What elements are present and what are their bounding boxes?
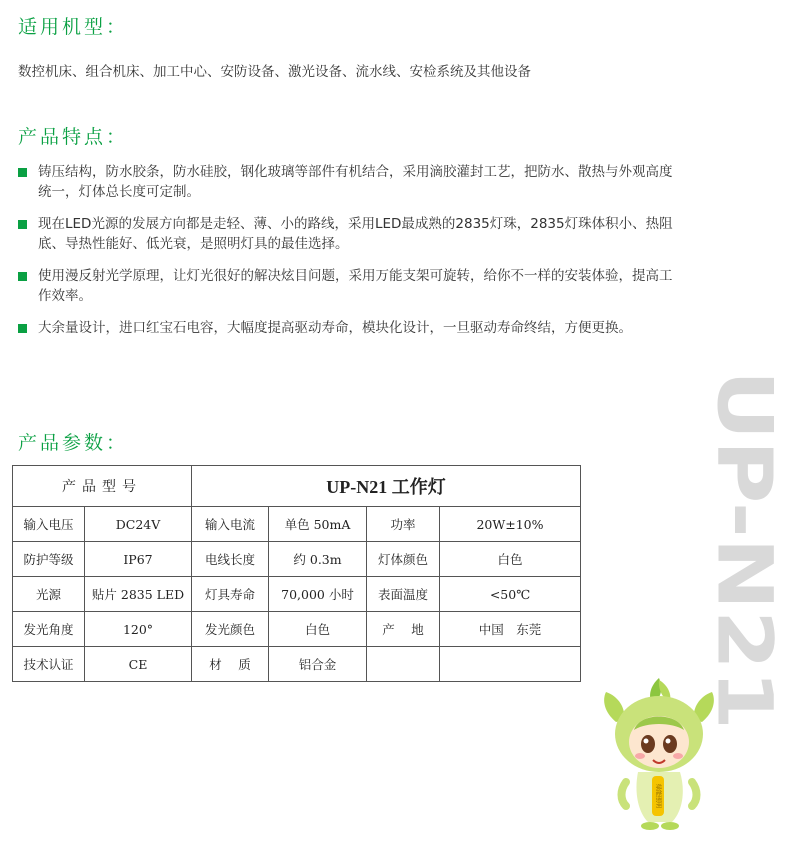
table-cell: 防护等级 bbox=[13, 542, 85, 577]
feature-text: 铸压结构，防水胶条，防水硅胶，钢化玻璃等部件有机结合，采用滴胶灌封工艺，把防水、散热与外观高度统一，灯体总长度可定制。 bbox=[38, 164, 673, 200]
feature-item bbox=[18, 318, 683, 338]
table-cell: 单色 50mA bbox=[269, 507, 367, 542]
table-cell: 电线长度 bbox=[192, 542, 269, 577]
table-cell: 发光角度 bbox=[13, 612, 85, 647]
applicable-models-text: 数控机床、组合机床、加工中心、安防设备、激光设备、流水线、安检系统及其他设备 bbox=[18, 64, 531, 80]
model-name-cell: UP-N21 工作灯 bbox=[192, 466, 581, 507]
table-cell: IP67 bbox=[85, 542, 192, 577]
features-list bbox=[18, 162, 683, 350]
feature-text: 大余量设计，进口红宝石电容，大幅度提高驱动寿命，模块化设计，一旦驱动寿命终结，方便更换。 bbox=[38, 320, 632, 336]
table-row bbox=[13, 466, 581, 507]
table-row bbox=[13, 612, 581, 647]
feature-item bbox=[18, 214, 683, 254]
square-bullet-icon bbox=[18, 220, 27, 229]
square-bullet-icon bbox=[18, 272, 27, 281]
side-title-text: UP-N21 bbox=[700, 370, 790, 687]
table-cell: 中国 东莞 bbox=[440, 612, 581, 647]
square-bullet-icon bbox=[18, 168, 27, 177]
table-cell: 光源 bbox=[13, 577, 85, 612]
features-heading: 产品特点： bbox=[18, 126, 129, 148]
feature-text: 现在LED光源的发展方向都是走轻、薄、小的路线，采用LED最成熟的2835灯珠，2835灯珠体积小、热阻底、导热性能好、低光衰，是照明灯具的最佳选择。 bbox=[38, 216, 673, 252]
table-row bbox=[13, 507, 581, 542]
feature-text: 使用漫反射光学原理，让灯光很好的解决炫目问题，采用万能支架可旋转，给你不一样的安装体验，提高工作效率。 bbox=[38, 268, 673, 304]
table-cell: 产 地 bbox=[367, 612, 440, 647]
table-cell: CE bbox=[85, 647, 192, 682]
table-cell: 灯具寿命 bbox=[192, 577, 269, 612]
model-label-cell: 产品型号 bbox=[13, 466, 192, 507]
table-row bbox=[13, 577, 581, 612]
table-cell: 灯体颜色 bbox=[367, 542, 440, 577]
table-cell: 表面温度 bbox=[367, 577, 440, 612]
params-table bbox=[12, 465, 581, 682]
feature-item bbox=[18, 266, 683, 306]
table-row bbox=[13, 647, 581, 682]
table-cell: 约 0.3m bbox=[269, 542, 367, 577]
square-bullet-icon bbox=[18, 324, 27, 333]
table-cell: 70,000 小时 bbox=[269, 577, 367, 612]
table-cell: 白色 bbox=[269, 612, 367, 647]
table-cell: 贴片 2835 LED bbox=[85, 577, 192, 612]
table-cell: 技术认证 bbox=[13, 647, 85, 682]
table-cell: 输入电压 bbox=[13, 507, 85, 542]
table-cell: 铝合金 bbox=[269, 647, 367, 682]
table-cell: 发光颜色 bbox=[192, 612, 269, 647]
mascot-illustration bbox=[600, 672, 718, 832]
table-cell bbox=[440, 647, 581, 682]
table-row bbox=[13, 542, 581, 577]
table-cell: 白色 bbox=[440, 542, 581, 577]
table-cell: <50℃ bbox=[440, 577, 581, 612]
applicable-models-heading: 适用机型： bbox=[18, 16, 129, 38]
table-cell: 20W±10% bbox=[440, 507, 581, 542]
table-cell: 功率 bbox=[367, 507, 440, 542]
params-heading: 产品参数： bbox=[18, 432, 129, 454]
table-cell: 材 质 bbox=[192, 647, 269, 682]
table-cell: 输入电流 bbox=[192, 507, 269, 542]
mascot-sash-text: 绿能照明 bbox=[654, 783, 662, 809]
table-cell bbox=[367, 647, 440, 682]
feature-item bbox=[18, 162, 683, 202]
table-cell: 120° bbox=[85, 612, 192, 647]
table-cell: DC24V bbox=[85, 507, 192, 542]
